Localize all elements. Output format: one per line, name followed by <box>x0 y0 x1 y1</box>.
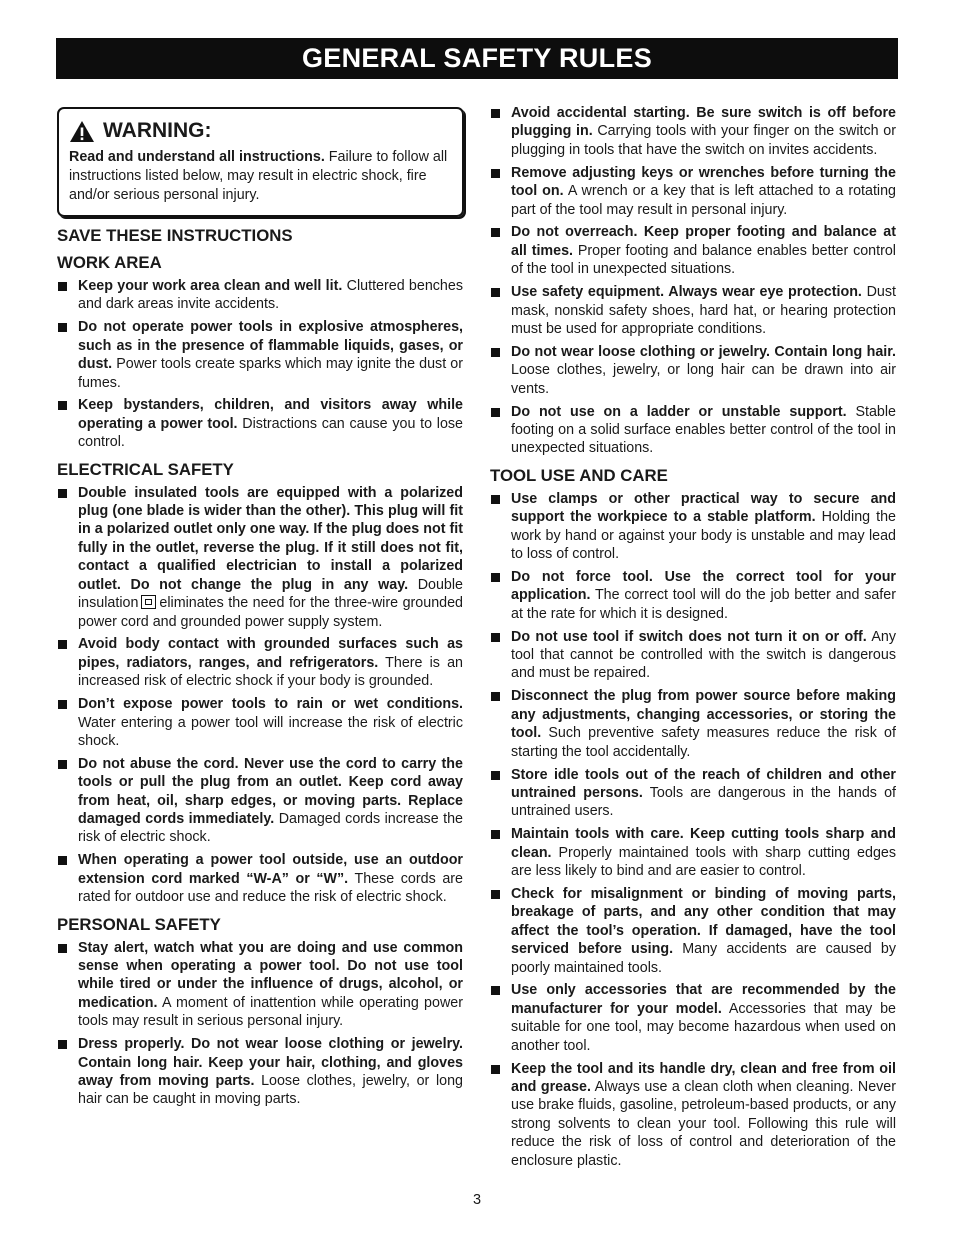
double-insulation-icon <box>141 595 156 609</box>
personal-safety-heading: PERSONAL SAFETY <box>57 914 221 934</box>
list-item: Do not abuse the cord. Never use the cord to carry the tools or pull the plug from an outlet. Keep cord away from heat, oil, sharp edges, or moving parts. Replace damaged cords immediately. Damaged cords increase the risk of electric shock. <box>57 755 463 847</box>
list-item: Do not overreach. Keep proper footing and balance at all times. Proper footing and balance enables better control of the tool in unexpected situations. <box>490 223 896 278</box>
tool-use-list <box>490 490 896 1170</box>
page-title: GENERAL SAFETY RULES <box>56 38 898 79</box>
list-item: Check for misalignment or binding of moving parts, breakage of parts, and any other condition that may affect the tool’s operation. If damaged, have the tool serviced before using. Many accidents are caused by poorly maintained tools. <box>490 885 896 977</box>
list-item: Avoid accidental starting. Be sure switch is off before plugging in. Carrying tools with your finger on the switch or plugging in tools that have the switch on invites accidents. <box>490 104 896 159</box>
right-column <box>490 104 896 1175</box>
personal-safety-continued-list <box>490 104 896 458</box>
list-item: Do not operate power tools in explosive atmospheres, such as in the presence of flammable liquids, gases, or dust. Power tools create sparks which may ignite the dust or fumes. <box>57 318 463 392</box>
warning-text <box>69 148 453 205</box>
warning-lead: Read and understand all instructions. <box>69 149 325 165</box>
list-item: Do not force tool. Use the correct tool for your application. The correct tool will do the job better and safer at the rate for which it is designed. <box>490 568 896 623</box>
list-item: Maintain tools with care. Keep cutting tools sharp and clean. Properly maintained tools with sharp cutting edges are less likely to bind and are easier to control. <box>490 825 896 880</box>
work-area-heading: WORK AREA <box>57 253 162 272</box>
page-number: 3 <box>472 1192 482 1208</box>
list-item: Stay alert, watch what you are doing and use common sense when operating a power tool. Do not use tool while tired or under the influence of drugs, alcohol, or medication. A moment of inattention while operating power tools may result in serious personal injury. <box>57 939 463 1031</box>
list-item: Use safety equipment. Always wear eye protection. Dust mask, nonskid safety shoes, hard hat, or hearing protection must be used for appropriate conditions. <box>490 283 896 338</box>
electrical-safety-heading: ELECTRICAL SAFETY <box>57 459 234 479</box>
list-item: Remove adjusting keys or wrenches before turning the tool on. A wrench or a key that is left attached to a rotating part of the tool may result in personal injury. <box>490 164 896 219</box>
warning-title: WARNING: <box>103 119 212 142</box>
electrical-safety-list <box>57 484 463 907</box>
warning-detail: Failure to follow all instructions listed below, may result in electric shock, fire and/or serious personal injury. <box>69 149 448 203</box>
list-item: Use only accessories that are recommended by the manufacturer for your model. Accessories that may be suitable for one tool, may become hazardous when used on another tool. <box>490 981 896 1055</box>
work-area-list <box>57 277 463 452</box>
list-item: Keep bystanders, children, and visitors away while operating a power tool. Distractions can cause you to lose control. <box>57 396 463 451</box>
warning-box <box>57 107 464 217</box>
list-item: Don’t expose power tools to rain or wet conditions. Water entering a power tool will increase the risk of electric shock. <box>57 695 463 750</box>
personal-safety-list <box>57 939 463 1109</box>
list-item: Keep your work area clean and well lit. Cluttered benches and dark areas invite accidents. <box>57 277 463 314</box>
list-item: Avoid body contact with grounded surfaces such as pipes, radiators, ranges, and refrigerators. There is an increased risk of electric shock if your body is grounded. <box>57 635 463 690</box>
list-item: Dress properly. Do not wear loose clothing or jewelry. Contain long hair. Keep your hair, clothing, and gloves away from moving parts. Loose clothes, jewelry, or long hair can be caught in moving parts. <box>57 1035 463 1109</box>
tool-use-heading: TOOL USE AND CARE <box>490 465 668 485</box>
save-instructions-heading: SAVE THESE INSTRUCTIONS <box>57 226 293 245</box>
list-item: Store idle tools out of the reach of children and other untrained persons. Tools are dangerous in the hands of untrained users. <box>490 766 896 821</box>
list-item: Do not use tool if switch does not turn it on or off. Any tool that cannot be controlled with the switch is dangerous and must be repaired. <box>490 628 896 683</box>
list-item: When operating a power tool outside, use an outdoor extension cord marked “W-A” or “W”. These cords are rated for outdoor use and reduce the risk of electric shock. <box>57 851 463 906</box>
warning-triangle-icon <box>69 120 95 143</box>
left-column <box>57 104 463 1113</box>
list-item: Double insulated tools are equipped with a polarized plug (one blade is wider than the other). This plug will fit in a polarized outlet only one way. If the plug does not fit fully in the outlet, reverse the plug. If it still does not fit, contact a qualified electrician to install a polarized outlet. Do not change the plug in any way. Double insulation eliminates the need for the three-wire grounded power cord and grounded power supply system. <box>57 484 463 631</box>
list-item: Do not wear loose clothing or jewelry. Contain long hair. Loose clothes, jewelry, or long hair can be drawn into air vents. <box>490 343 896 398</box>
list-item: Disconnect the plug from power source before making any adjustments, changing accessories, or storing the tool. Such preventive safety measures reduce the risk of starting the tool accidentally. <box>490 687 896 761</box>
warning-heading <box>69 119 453 143</box>
list-item: Use clamps or other practical way to secure and support the workpiece to a stable platform. Holding the work by hand or against your body is unstable and may lead to loss of control. <box>490 490 896 564</box>
list-item: Do not use on a ladder or unstable support. Stable footing on a solid surface enables better control of the tool in unexpected situations. <box>490 403 896 458</box>
list-item: Keep the tool and its handle dry, clean and free from oil and grease. Always use a clean cloth when cleaning. Never use brake fluids, gasoline, petroleum-based products, or any strong solvents to clean your tool. Following this rule will reduce the risk of loss of control and deterioration of the enclosure plastic. <box>490 1060 896 1170</box>
